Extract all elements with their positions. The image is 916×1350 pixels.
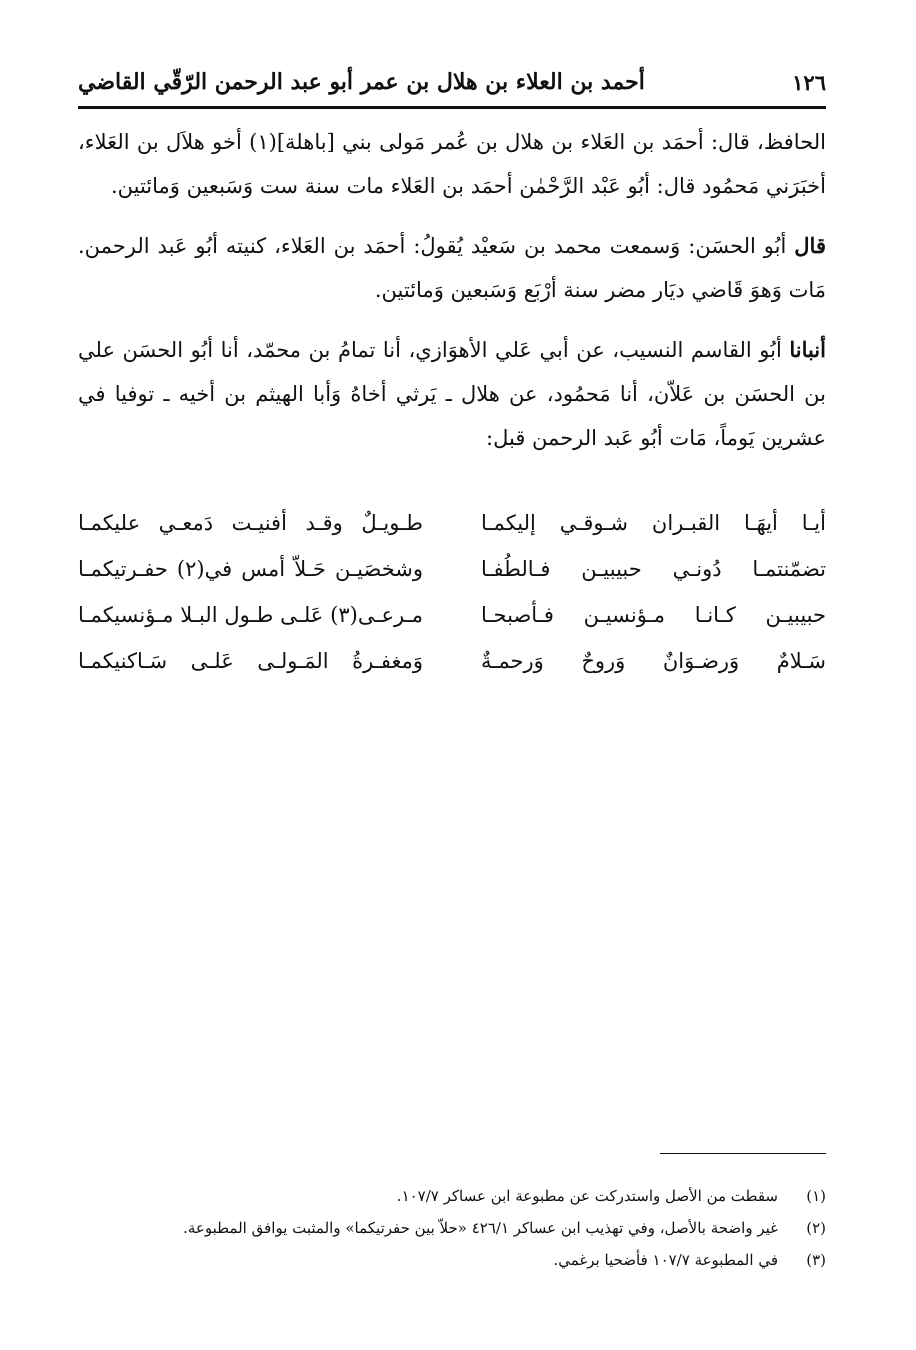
paragraph-lead: أنبانا <box>789 337 826 362</box>
poem-verse <box>78 546 826 592</box>
paragraph-lead: قال <box>794 233 826 258</box>
paragraph-text: أبُو الحسَن: وَسمعت محمد بن سَعيْد يُقولُ: أحمَد بن العَلاء، كنيته أبُو عَبد الرحمن. مَات وَهوَ قَاضي ديَار مضر سنة أرْبَع وَسَبعين وَمائتين. <box>78 234 826 302</box>
footnote-text: سقطت من الأصل واستدركت عن مطبوعة ابن عساكر ١٠٧/٧. <box>396 1187 778 1205</box>
paragraph <box>78 224 826 312</box>
poem-verse <box>78 500 826 546</box>
main-text <box>78 120 826 476</box>
footnote-number: (٣) <box>806 1251 826 1269</box>
poem <box>78 500 826 684</box>
verse-first-hemistich: سَـلامٌ وَرضـوَانٌ وَروحٌ وَرحمـةٌ <box>481 649 826 673</box>
verse-first-hemistich: أيـا أيهَـا القبـران شـوقـي إليكمـا <box>481 511 826 535</box>
verse-second-hemistich: مـرعـى(٣) عَلـى طـول البـلا مـؤنسيكمـا <box>78 603 423 627</box>
footnote-separator <box>660 1153 826 1154</box>
footnote <box>78 1244 826 1276</box>
verse-first-hemistich: تضمّنتمـا دُونـي حبيبيـن فـالطُفـا <box>481 557 826 581</box>
footnote-number: (٢) <box>806 1219 826 1237</box>
footnote-number: (١) <box>806 1187 826 1205</box>
poem-verse <box>78 592 826 638</box>
paragraph <box>78 120 826 208</box>
verse-second-hemistich: وشخصَيـن حَـلاّ أمس في(٢) حفـرتيكمـا <box>78 557 423 581</box>
verse-second-hemistich: طـويـلٌ وقـد أفنيـت دَمعـي عليكمـا <box>78 511 423 535</box>
verse-second-hemistich: وَمغفـرةُ المَـولـى عَلـى سَـاكنيكمـا <box>78 649 423 673</box>
paragraph-text: أبُو القاسم النسيب، عن أبي عَلي الأهوَازي، أنا تمامُ بن محمّد، أنا أبُو الحسَن علي بن الحسَن بن عَلاّن، أنا مَحمُود، عن هلال ـ يَرثي أخاهُ وَأبا الهيثم بن أخيه ـ توفيا في عشرين يَوماً، مَات أبُو عَبد الرحمن قبل: <box>78 338 826 450</box>
poem-verse <box>78 638 826 684</box>
page-header <box>78 58 826 109</box>
footnote <box>78 1180 826 1212</box>
verse-first-hemistich: حبيبيـن كـانـا مـؤنسيـن فـأصبحـا <box>481 603 826 627</box>
paragraph <box>78 328 826 460</box>
running-title: أحمد بن العلاء بن هلال بن عمر أبو عبد الرحمن الرّقّي القاضي <box>78 69 645 95</box>
footnote <box>78 1212 826 1244</box>
footnotes <box>78 1180 826 1276</box>
page-number: ١٢٦ <box>792 69 826 95</box>
footnote-text: في المطبوعة ١٠٧/٧ فأضحيا برغمي. <box>553 1251 778 1269</box>
footnote-text: غير واضحة بالأصل، وفي تهذيب ابن عساكر ٤٢٦/١ «حلاّ بين حفرتيكما» والمثبت يوافق المطبوعة. <box>183 1219 778 1237</box>
paragraph-text: الحافظ، قال: أحمَد بن العَلاء بن هلال بن عُمر مَولى بني [باهلة](١) أخو هلاَل بن العَلاء، أخبَرَني مَحمُود قال: أبُو عَبْد الرَّحْمٰن أحمَد بن العَلاء مات سنة ست وَسَبعين وَمائتين. <box>78 130 826 198</box>
